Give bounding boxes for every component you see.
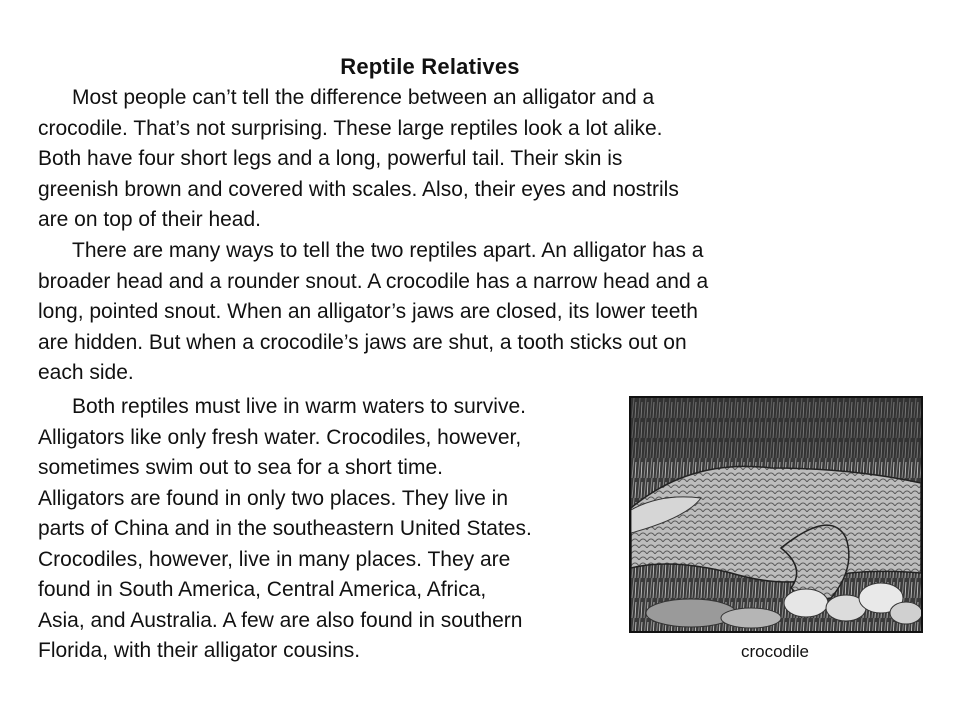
- paragraph-line: broader head and a rounder snout. A crocodile has a narrow head and a: [38, 269, 709, 293]
- paragraph-line: Asia, and Australia. A few are also found in southern: [38, 608, 523, 632]
- paragraph-line: Alligators are found in only two places. They live in: [38, 486, 509, 510]
- paragraph-line: found in South America, Central America, Africa,: [38, 578, 487, 601]
- crocodile-illustration: [631, 398, 921, 631]
- paragraph-line: Crocodiles, however, live in many places. They are: [38, 547, 511, 571]
- paragraph-line: Most people can’t tell the difference between an alligator and a: [72, 86, 655, 109]
- photo-caption: crocodile: [740, 642, 810, 661]
- paragraph-line: long, pointed snout. When an alligator’s jaws are closed, its lower teeth: [38, 300, 698, 323]
- paragraph-line: each side.: [38, 361, 134, 384]
- paragraph-line: Both reptiles must live in warm waters to survive.: [72, 395, 526, 418]
- crocodile-photo: [629, 396, 923, 633]
- paragraph-3: [38, 392, 532, 667]
- paragraph-line: are on top of their head.: [38, 208, 261, 231]
- paragraph-line: parts of China and in the southeastern United States.: [38, 517, 532, 540]
- paragraph-line: Florida, with their alligator cousins.: [38, 639, 361, 662]
- paragraph-line: Both have four short legs and a long, powerful tail. Their skin is: [38, 147, 623, 170]
- paragraph-line: greenish brown and covered with scales. Also, their eyes and nostrils: [38, 177, 679, 201]
- paragraph-line: are hidden. But when a crocodile’s jaws are shut, a tooth sticks out on: [38, 330, 687, 354]
- paragraph-line: Alligators like only fresh water. Crocodiles, however,: [38, 425, 522, 449]
- paragraph-line: There are many ways to tell the two reptiles apart. An alligator has a: [72, 239, 704, 262]
- paragraph-line: sometimes swim out to sea for a short time.: [38, 456, 443, 479]
- paragraph-2: [38, 236, 708, 389]
- article-title: Reptile Relatives: [340, 54, 520, 79]
- paragraph-line: crocodile. That’s not surprising. These large reptiles look a lot alike.: [38, 116, 663, 140]
- paragraph-1: [38, 83, 679, 236]
